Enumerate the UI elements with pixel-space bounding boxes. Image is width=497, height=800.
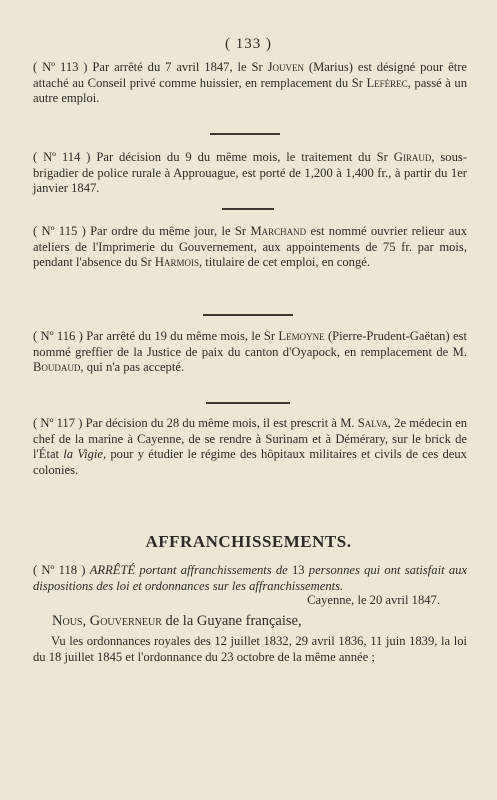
separator-rule	[203, 314, 293, 316]
page-number: ( 133 )	[225, 36, 272, 52]
entry-number: ( Nº 114 )	[33, 150, 91, 164]
entry-115: ( Nº 115 ) Par ordre du même jour, le Sr Marchand est nommé ouvrier relieur aux ateliers de l'Imprimerie du Gouvernement, aux appointements de 75 fr. par mois, pendant l'absence du Sr Harmois, titulaire de cet emploi, en congé.	[33, 224, 467, 270]
entry-number: ( Nº 117 )	[33, 416, 83, 430]
entry-113: ( Nº 113 ) Par arrêté du 7 avril 1847, le Sr Jouven (Marius) est désigné pour être attaché au Conseil privé comme huissier, en remplacement du Sr Leférec, passé à un autre emploi.	[33, 60, 468, 106]
entry-116: ( Nº 116 ) Par arrêté du 19 du même mois, le Sr Lemoyne (Pierre-Prudent-Gaëtan) est nommé greffier de la Justice de paix du canton d'Oyapock, en remplacement de M. Boudaud, qui n'a pas accepté.	[33, 329, 467, 375]
person-name: Giraud	[393, 150, 432, 164]
proclamation-line: Nous, Gouverneur de la Guyane française,	[52, 613, 302, 629]
arrete-title: ( Nº 118 ) ARRÊTÉ portant affranchissements de 13 personnes qui ont satisfait aux dispositions des loi et ordonnances sur les affranchissements.	[33, 563, 468, 593]
person-name: Harmois	[154, 255, 199, 270]
person-name: Jouven	[267, 60, 305, 74]
person-name: Salva	[357, 416, 388, 430]
separator-rule	[206, 402, 290, 404]
entry-number: ( Nº 115 )	[33, 224, 86, 238]
entry-114: ( Nº 114 ) Par décision du 9 du même mois, le traitement du Sr Giraud, sous-brigadier de police rurale à Approuague, est porté de 1,200 à 1,400 fr., à partir du 1er janvier 1847.	[33, 150, 467, 196]
entry-number: ( Nº 116 )	[33, 329, 83, 343]
person-name: Marchand	[250, 224, 307, 238]
person-name: Lemoyne	[278, 329, 325, 343]
entry-number: ( Nº 113 )	[33, 60, 88, 74]
ship-name: la Vigie	[63, 447, 103, 462]
governor-title: Gouverneur	[89, 613, 162, 629]
entry-117: ( Nº 117 ) Par décision du 28 du même mois, il est prescrit à M. Salva, 2e médecin en chef de la marine à Cayenne, de se rendre à Surinam et à Démérary, sur le brick de l'État la Vigie, pour y étudier le régime des hôpitaux militaires et civils de ces deux colonies.	[33, 416, 467, 477]
separator-rule	[210, 133, 280, 135]
arrete-date: Cayenne, le 20 avril 1847.	[307, 593, 440, 607]
person-name: Boudaud	[33, 360, 81, 375]
arrete-preamble: Vu les ordonnances royales des 12 juillet 1832, 29 avril 1836, 11 juin 1839, la loi du 18 juillet 1845 et l'ordonnance du 23 octobre de la même année ;	[33, 634, 467, 664]
section-heading: AFFRANCHISSEMENTS.	[145, 532, 352, 551]
separator-rule	[222, 208, 274, 210]
person-name: Leférec	[366, 75, 408, 90]
entry-number: ( Nº 118 )	[33, 563, 86, 577]
